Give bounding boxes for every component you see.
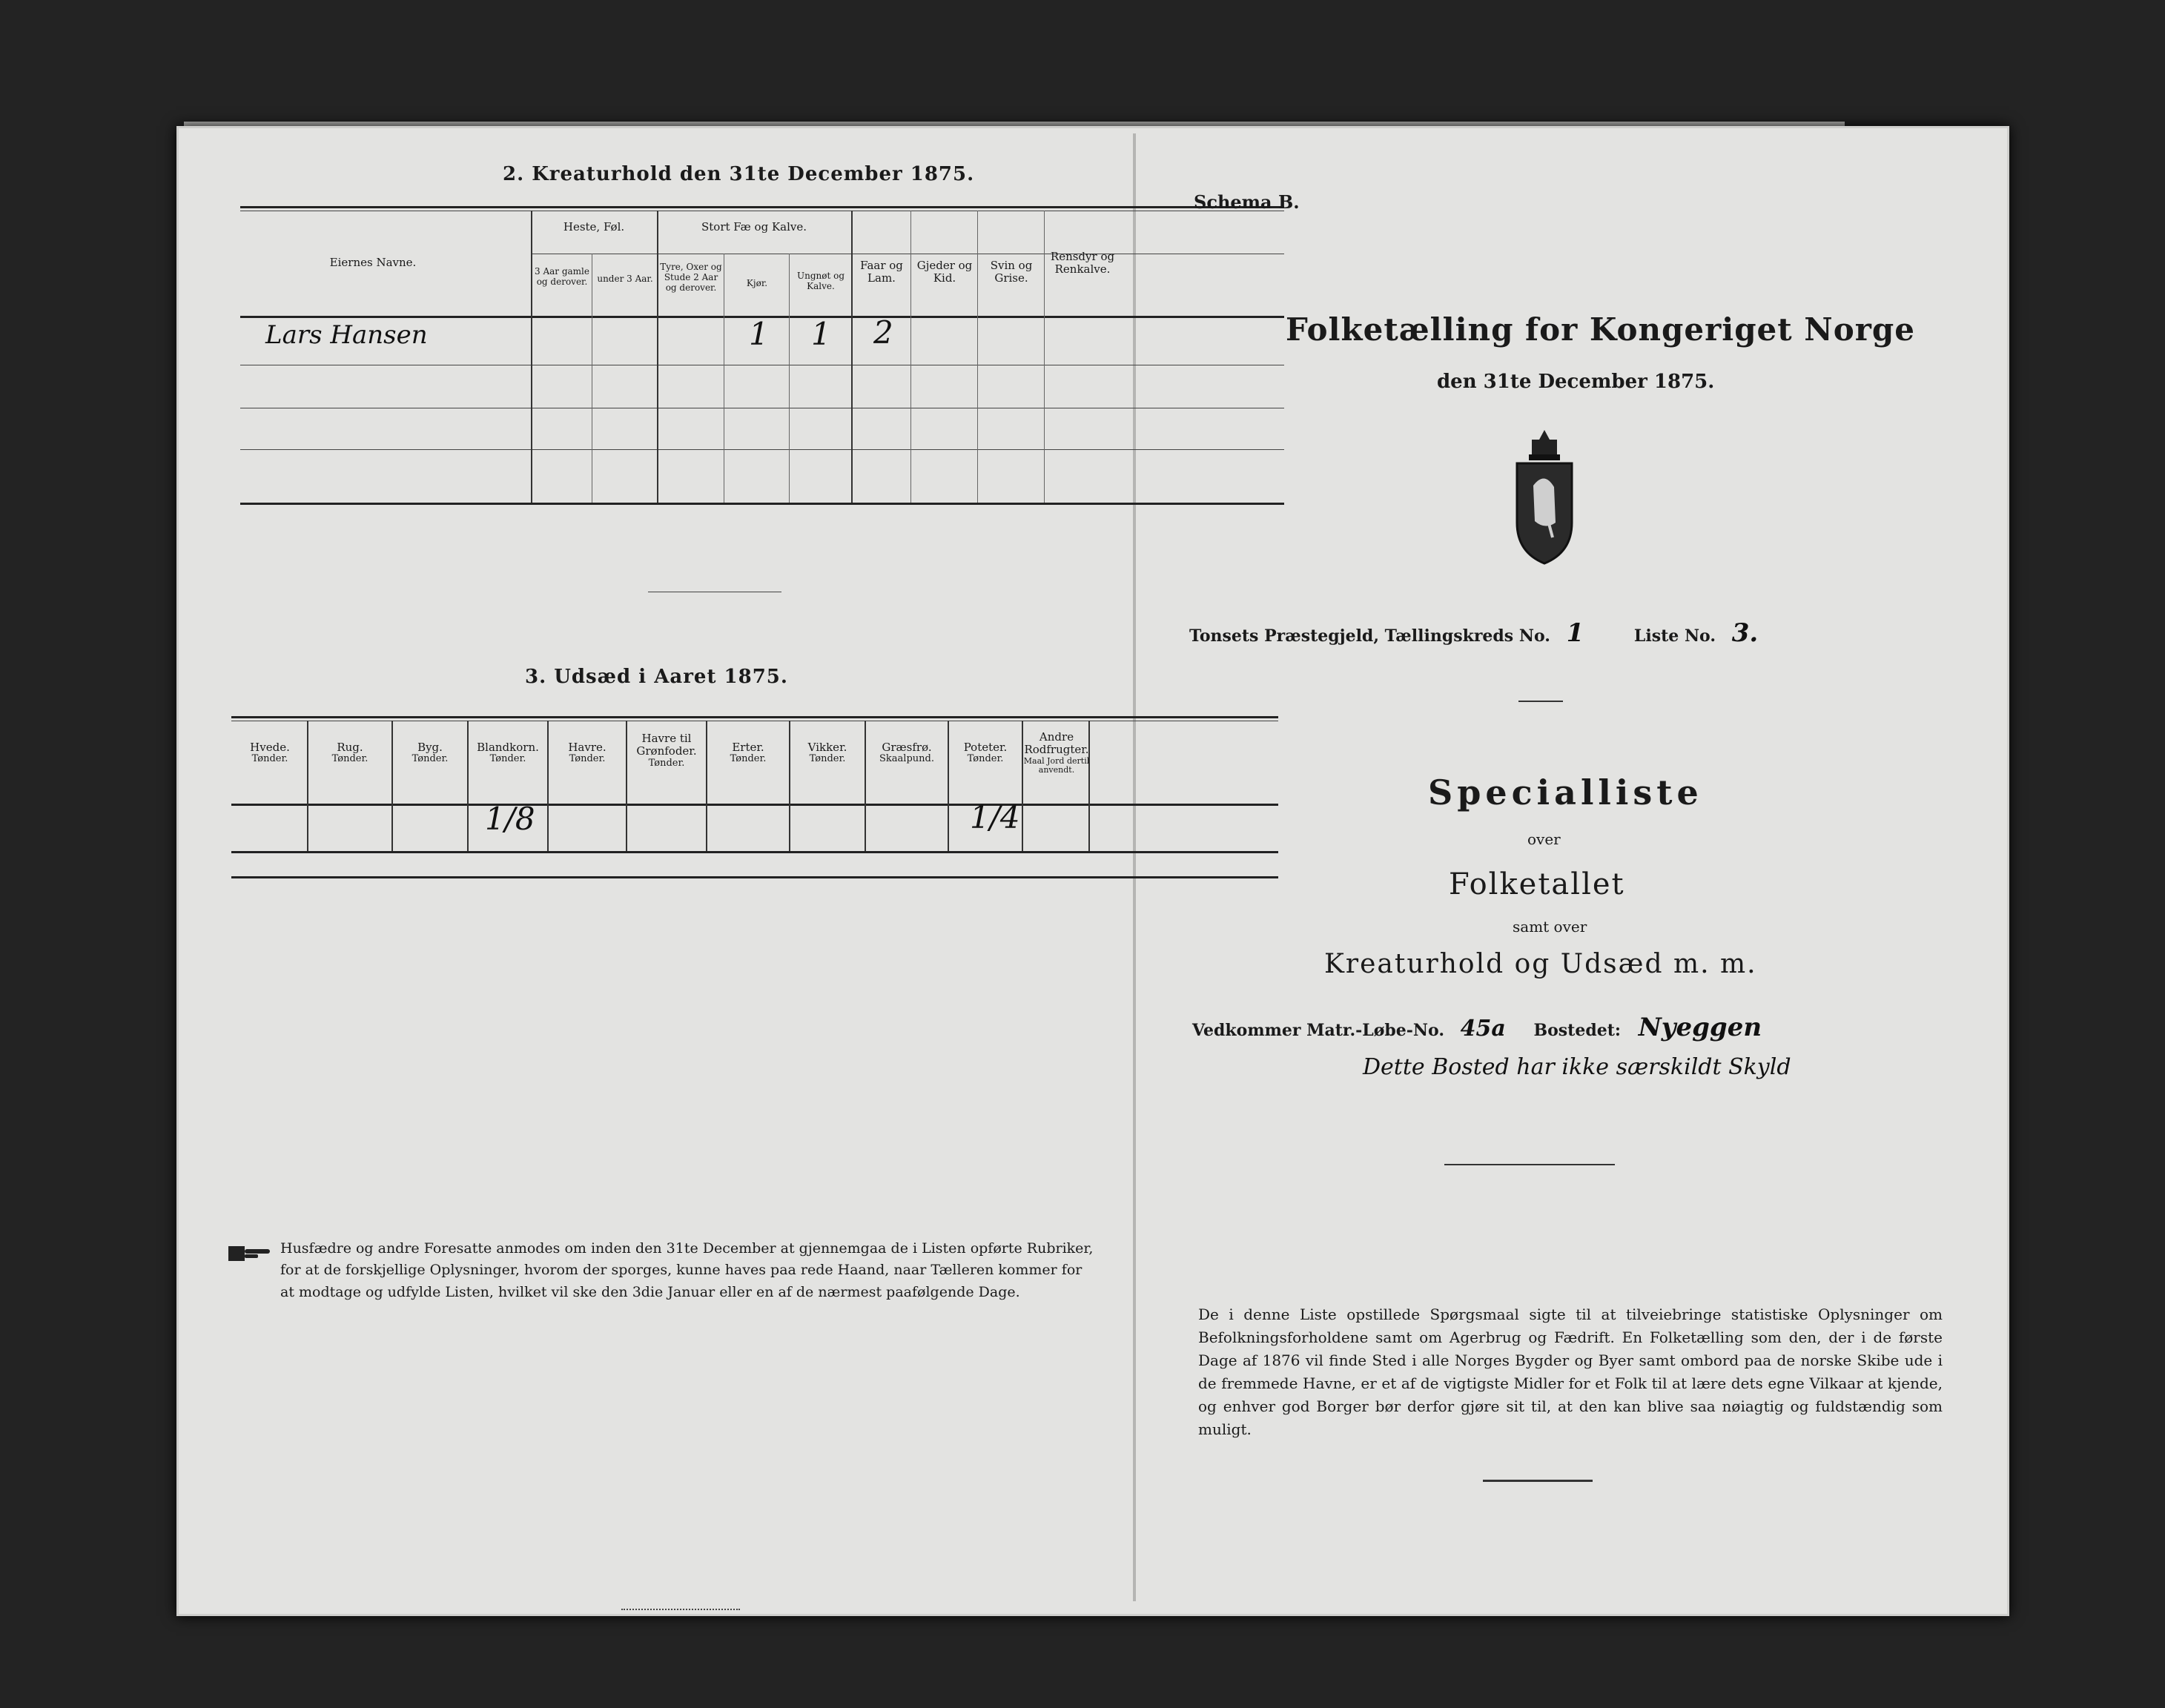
header-goats: Gjeder og Kid. bbox=[916, 259, 973, 285]
matr-label: Vedkommer Matr.-Løbe-No. bbox=[1192, 1021, 1444, 1040]
sowing-row-rule bbox=[231, 851, 1278, 853]
sowing-header-unit: Maal Jord dertil anvendt. bbox=[1023, 755, 1090, 775]
sowing-header-name: Blandkorn. bbox=[477, 741, 539, 754]
sowing-header-unit: Tønder. bbox=[967, 753, 1004, 765]
sowing-header-rule bbox=[231, 804, 1278, 806]
divider-bottom bbox=[1483, 1480, 1593, 1482]
sowing-col-divider bbox=[948, 721, 949, 851]
col-divider bbox=[531, 211, 532, 503]
col-divider bbox=[851, 211, 853, 503]
sowing-header bbox=[549, 741, 626, 765]
owner-name: Lars Hansen bbox=[265, 320, 428, 350]
census-sheet bbox=[176, 126, 2009, 1616]
livestock-title: 2. Kreaturhold den 31te December 1875. bbox=[503, 163, 975, 185]
sowing-header bbox=[707, 741, 789, 765]
kreds-no-value: 1 bbox=[1566, 618, 1584, 648]
page-title: Folketælling for Kongeriget Norge bbox=[1286, 311, 1915, 348]
parish-line bbox=[1189, 618, 1758, 648]
bosted-label: Bostedet: bbox=[1533, 1021, 1622, 1040]
sowing-header-unit: Tønder. bbox=[489, 753, 526, 765]
parish-label: Tonsets Præstegjeld, Tællingskreds No. bbox=[1189, 626, 1550, 646]
sowing-header-unit: Tønder. bbox=[411, 753, 449, 765]
sowing-header bbox=[469, 741, 547, 765]
cows-value: 1 bbox=[749, 316, 769, 352]
header-cattle-young: Ungnøt og Kalve. bbox=[796, 271, 845, 291]
matr-value: 45a bbox=[1460, 1016, 1506, 1042]
bottom-flourish bbox=[621, 1609, 740, 1610]
sowing-header-unit: Tønder. bbox=[331, 753, 368, 765]
sowing-header-name: Byg. bbox=[417, 741, 443, 754]
samt-over-label: samt over bbox=[1513, 918, 1587, 936]
sowing-header bbox=[393, 741, 467, 765]
notice-text: Husfædre og andre Foresatte anmodes om inden den 31te December at gjennemgaa de i Listen opførte Rubriker, for at de forskjellige Oplysninger, hvorom der sporges, kunne haves paa rede Haand, naar Tælleren kommer for at modtage og udfylde Listen, hvilket vil ske den 3die Januar eller en af de nærmest paafølgende Dage. bbox=[280, 1240, 1094, 1300]
page-subtitle: den 31te December 1875. bbox=[1437, 371, 1715, 393]
table-row-rule bbox=[240, 449, 1284, 450]
matr-line bbox=[1192, 1013, 1762, 1042]
sowing-header-name: Græsfrø. bbox=[882, 741, 932, 754]
table-top-rule bbox=[240, 206, 1284, 208]
liste-no-value: 3. bbox=[1731, 618, 1759, 648]
sowing-header-unit: Tønder. bbox=[251, 753, 288, 765]
sowing-col-divider bbox=[865, 721, 866, 851]
sowing-header-name: Havre til Grønfoder. bbox=[636, 732, 697, 758]
col-divider bbox=[1044, 211, 1045, 503]
liste-label: Liste No. bbox=[1633, 626, 1716, 646]
sowing-header bbox=[790, 741, 865, 765]
sowing-col-divider bbox=[467, 721, 469, 851]
header-cattle: Stort Fæ og Kalve. bbox=[701, 220, 807, 234]
sowing-header-unit: Tønder. bbox=[648, 757, 685, 769]
col-divider bbox=[910, 211, 911, 503]
sowing-header bbox=[308, 741, 391, 765]
sowing-col-divider bbox=[307, 721, 308, 851]
sowing-col-divider bbox=[547, 721, 549, 851]
intro-paragraph: De i denne Liste opstillede Spørgsmaal sigte til at tilveiebringe statistiske Oplysninger om Befolkningsforholdene samt om Agerbrug og Fædrift. En Folketælling som den, der i de første Dage af 1876 vil finde Sted i alle Norges Bygder og Byer samt ombord paa de norske Skibe ude i de fremmede Havne, er et af de vigtigste Midler for et Folk til at lære dets egne Vilkaar at kjende, og enhver god Borger bør derfor gjøre sit til, at den kan blive saa nøiagtig og fuldstændig som muligt. bbox=[1198, 1305, 1943, 1438]
bosted-value: Nyeggen bbox=[1638, 1013, 1762, 1042]
kreaturhold-label: Kreaturhold og Udsæd m. m. bbox=[1324, 949, 1757, 979]
sowing-header-unit: Tønder. bbox=[730, 753, 767, 765]
col-divider bbox=[977, 211, 978, 503]
header-cattle-bulls: Tyre, Oxer og Stude 2 Aar og derover. bbox=[660, 262, 722, 293]
sowing-header-name: Poteter. bbox=[963, 741, 1008, 754]
sowing-bottom-rule bbox=[231, 876, 1278, 878]
blandkorn-value: 1/8 bbox=[485, 801, 535, 837]
header-owner: Eiernes Navne. bbox=[329, 256, 417, 269]
young-cattle-value: 1 bbox=[811, 316, 831, 352]
sowing-header-name: Vikker. bbox=[807, 741, 847, 754]
page-fold bbox=[1133, 133, 1136, 1601]
sowing-col-divider bbox=[391, 721, 393, 851]
poteter-value: 1/4 bbox=[970, 799, 1020, 835]
header-reindeer: Rensdyr og Renkalve. bbox=[1050, 250, 1115, 277]
sowing-header-unit: Tønder. bbox=[809, 753, 846, 765]
sowing-header-name: Havre. bbox=[568, 741, 606, 754]
sowing-header-name: Andre Rodfrugter. bbox=[1024, 730, 1089, 757]
sowing-header-unit: Tønder. bbox=[569, 753, 606, 765]
header-pigs: Svin og Grise. bbox=[990, 259, 1033, 285]
sowing-title: 3. Udsæd i Aaret 1875. bbox=[525, 666, 788, 688]
sowing-header-name: Hvede. bbox=[250, 741, 290, 754]
schema-label: Schema B. bbox=[1194, 191, 1300, 213]
header-horses-young: under 3 Aar. bbox=[597, 274, 653, 284]
sowing-header bbox=[233, 741, 307, 765]
header-horses-old: 3 Aar gamle og derover. bbox=[535, 266, 589, 287]
sowing-header-name: Rug. bbox=[337, 741, 363, 754]
specialliste-title: Specialliste bbox=[1428, 772, 1703, 812]
sowing-col-divider bbox=[789, 721, 790, 851]
sowing-header-name: Erter. bbox=[732, 741, 764, 754]
table-bottom-rule bbox=[240, 503, 1284, 505]
header-cattle-cows: Kjør. bbox=[746, 278, 768, 288]
sowing-header bbox=[627, 732, 706, 769]
sowing-header bbox=[949, 741, 1022, 765]
sowing-col-divider bbox=[706, 721, 707, 851]
header-horses: Heste, Føl. bbox=[563, 220, 625, 234]
divider-short bbox=[1518, 701, 1563, 702]
divider-mid bbox=[1444, 1164, 1615, 1165]
sowing-header bbox=[1023, 731, 1090, 775]
folketallet-label: Folketallet bbox=[1449, 867, 1625, 901]
col-divider bbox=[657, 211, 658, 503]
sowing-header-unit: Skaalpund. bbox=[879, 753, 934, 765]
over-label: over bbox=[1527, 830, 1561, 848]
sowing-top-rule bbox=[231, 716, 1278, 718]
norwegian-coat-of-arms-icon bbox=[1511, 426, 1578, 567]
header-sheep: Faar og Lam. bbox=[860, 259, 903, 285]
bosted-note: Dette Bosted har ikke særskildt Skyld bbox=[1363, 1054, 1791, 1080]
sowing-header bbox=[866, 741, 948, 765]
col-divider bbox=[789, 254, 790, 503]
sheep-value: 2 bbox=[873, 314, 893, 351]
